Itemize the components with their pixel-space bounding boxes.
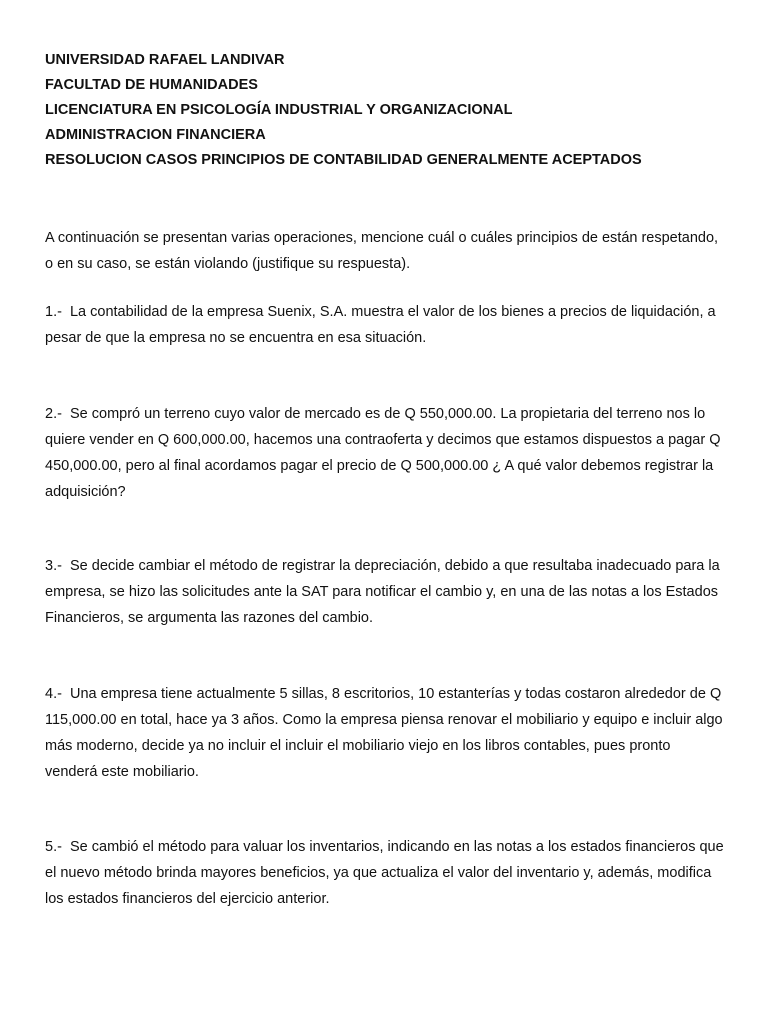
case-text: La contabilidad de la empresa Suenix, S.A. muestra el valor de los bienes a precios de liquidación, a pesar de que la empresa no se encuentra en esa situación. — [45, 304, 716, 346]
case-number: 5.- — [45, 839, 62, 855]
case-item-3 — [45, 553, 725, 631]
faculty-name: FACULTAD DE HUMANIDADES — [45, 77, 258, 93]
document-header — [45, 48, 735, 173]
degree-name: LICENCIATURA EN PSICOLOGÍA INDUSTRIAL Y ORGANIZACIONAL — [45, 102, 513, 118]
case-text: Se cambió el método para valuar los inventarios, indicando en las notas a los estados financieros que el nuevo método brinda mayores beneficios, ya que actualiza el valor del inventario y, además, modifica los estados financieros del ejercicio anterior. — [45, 839, 724, 907]
case-item-4 — [45, 681, 725, 785]
case-number: 2.- — [45, 406, 62, 422]
case-number: 3.- — [45, 558, 62, 574]
course-name: ADMINISTRACION FINANCIERA — [45, 127, 266, 143]
case-number: 4.- — [45, 686, 62, 702]
case-item-1 — [45, 299, 725, 351]
case-item-5 — [45, 834, 725, 912]
case-text: Una empresa tiene actualmente 5 sillas, 8 escritorios, 10 estanterías y todas costaron alrededor de Q 115,000.00 en total, hace ya 3 años. Como la empresa piensa renovar el mobiliario y equipo e incluir algo más moderno, decide ya no incluir el incluir el mobiliario viejo en los libros contables, pues pronto venderá este mobiliario. — [45, 686, 723, 780]
intro-paragraph: A continuación se presentan varias operaciones, mencione cuál o cuáles principios de están respetando, o en su caso, se están violando (justifique su respuesta). — [45, 230, 719, 272]
university-name: UNIVERSIDAD RAFAEL LANDIVAR — [45, 52, 285, 68]
case-text: Se decide cambiar el método de registrar la depreciación, debido a que resultaba inadecuado para la empresa, se hizo las solicitudes ante la SAT para notificar el cambio y, en una de las notas a los Estados Financieros, se argumenta las razones del cambio. — [45, 558, 720, 626]
case-text: Se compró un terreno cuyo valor de mercado es de Q 550,000.00. La propietaria del terreno nos lo quiere vender en Q 600,000.00, hacemos una contraoferta y decimos que estamos dispuestos a pagar Q 450,000.00, pero al final acordamos pagar el precio de Q 500,000.00 ¿ A qué valor debemos registrar la adquisición? — [45, 406, 721, 500]
case-number: 1.- — [45, 304, 62, 320]
assignment-title: RESOLUCION CASOS PRINCIPIOS DE CONTABILIDAD GENERALMENTE ACEPTADOS — [45, 152, 642, 168]
case-item-2 — [45, 401, 725, 505]
